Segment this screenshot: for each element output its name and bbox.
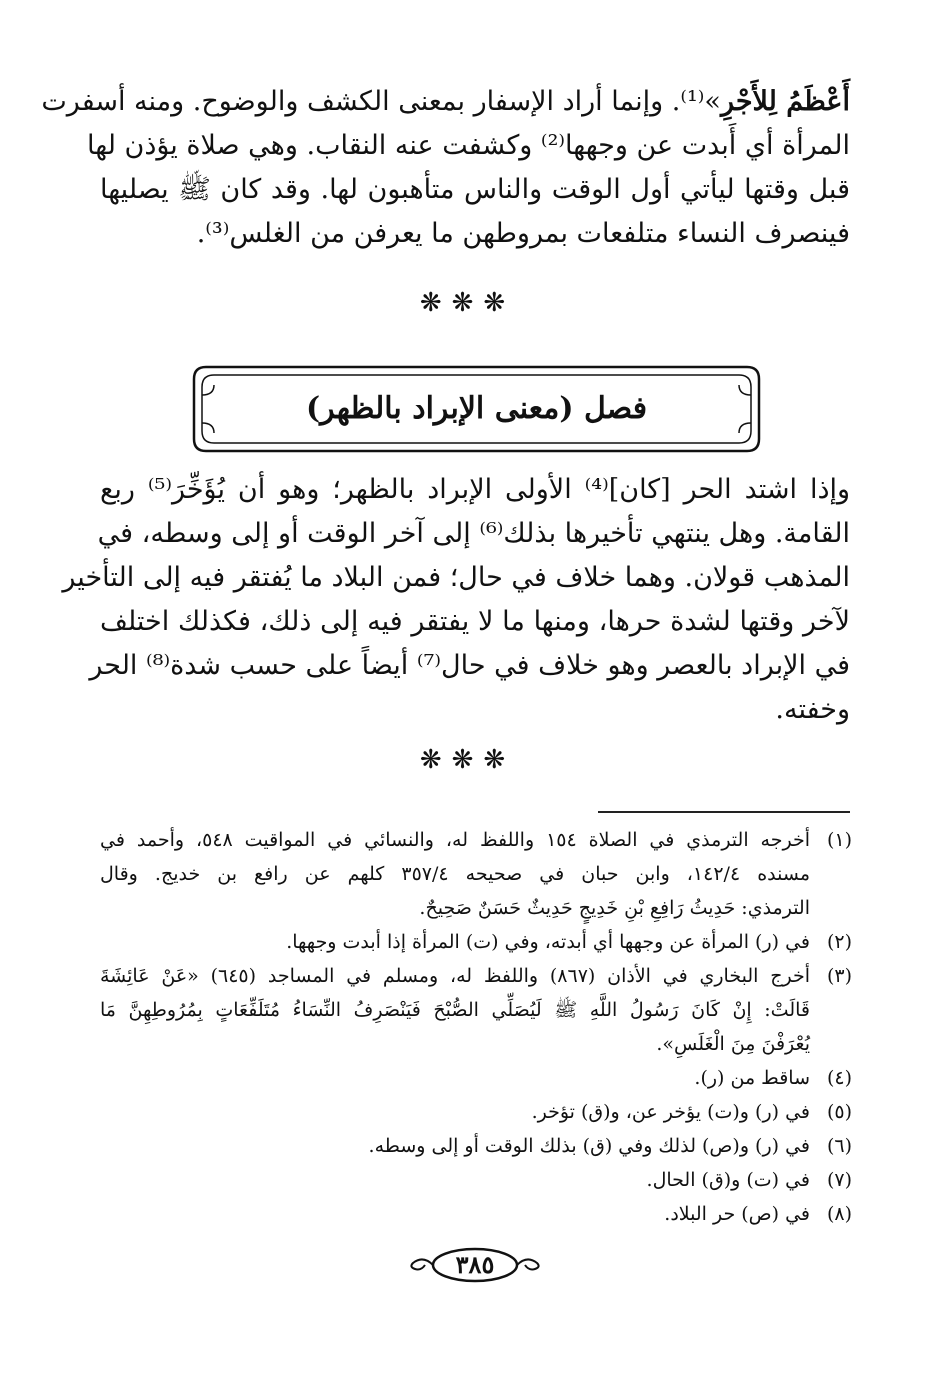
footnote-text: في (ر) المرأة عن وجهها أي أبدته، وفي (ت) المرأة إذا أبدت وجهها.: [286, 931, 810, 953]
footnote-1: [100, 823, 852, 857]
footnote-text: قَالَتْ: إِنْ كَانَ رَسُولُ اللَّهِ ﷺ لَيُصَلِّي الصُّبْحَ فَيَنْصَرِفُ النِّسَاءُ مُتَلَفِّعَاتٍ بِمُرُوطِهِنَّ مَا: [100, 999, 810, 1021]
intro-line-2: المرأة أي أَبدت عن وجهها⁽²⁾ وكشفت عنه النقاب. وهي صلاة يؤذن لها: [87, 130, 850, 161]
footnote-text: أخرجه الترمذي في الصلاة ١٥٤ واللفظ له، والنسائي في المواقيت ٥٤٨، وأحمد في: [100, 829, 810, 851]
footnote-1-cont: [100, 891, 852, 925]
section-line-5: في الإبراد بالعصر وهو خلاف في حال⁽⁷⁾ أيضاً على حسب شدة⁽⁸⁾ الحر: [89, 650, 850, 681]
footnote-text: الترمذي: حَدِيثُ رَافِعِ بْنِ خَدِيجٍ حَدِيثٌ حَسَنٌ صَحِيحٌ.: [419, 897, 810, 919]
separator-stars-2: ❋❋❋: [419, 745, 516, 775]
intro-paragraph: [41, 80, 850, 256]
footnote-text: في (ر) و(ت) يؤخر عن، و(ق) تؤخر.: [531, 1101, 810, 1123]
footnote-5: [100, 1095, 852, 1129]
footnote-text: في (ت) و(ق) الحال.: [646, 1169, 810, 1191]
intro-line-1: [41, 80, 850, 124]
footnote-number: (٤): [826, 1067, 852, 1089]
section-line-3: المذهب قولان. وهما خلاف في حال؛ فمن البلاد ما يُفتقر فيه إلى التأخير: [62, 562, 850, 593]
footnote-7: [100, 1163, 852, 1197]
footnote-3-cont: [100, 1027, 852, 1061]
footnote-number: (٦): [826, 1135, 852, 1157]
footnote-3: [100, 959, 852, 993]
footnote-number: (٨): [826, 1203, 852, 1225]
footnote-text: مسنده ١٤٢/٤، وابن حبان في صحيحه ٣٥٧/٤ كلهم عن رافع بن خديج. وقال: [100, 863, 810, 885]
intro-hadith-phrase: أَعْظَمُ لِلأَجْرِ: [720, 86, 850, 117]
footnote-3-cont: [100, 993, 852, 1027]
section-heading: فصل (معنى الإبراد بالظهر): [305, 391, 648, 426]
section-line-4: لآخر وقتها لشدة حرها، ومنها ما لا يفتقر فيه إلى ذلك، فكذلك اختلف: [100, 606, 850, 637]
footnotes: [100, 823, 852, 1231]
intro-line-3: قبل وقتها ليأتي أول الوقت والناس متأهبون لها. وقد كان ﷺ يصليها: [100, 174, 850, 205]
footnote-number: (١): [826, 829, 852, 851]
footnote-text: يُعْرَفْنَ مِنَ الْغَلَسِ».: [656, 1033, 810, 1055]
footnote-8: [100, 1197, 852, 1231]
footnote-1-cont: [100, 857, 852, 891]
section-line-6: وخفته.: [775, 694, 850, 725]
footnote-2: [100, 925, 852, 959]
footnote-text: في (ر) و(ص) لذلك وفي (ق) بذلك الوقت أو إلى وسطه.: [368, 1135, 810, 1157]
separator-stars-1: ❋❋❋: [419, 288, 516, 318]
section-line-1: وإذا اشتد الحر [كان]⁽⁴⁾ الأولى الإبراد بالظهر؛ وهو أن يُؤَخِّرَ⁽⁵⁾ ربع: [100, 474, 851, 505]
footnote-text: في (ص) حر البلاد.: [664, 1203, 810, 1225]
footnote-divider: [598, 811, 850, 813]
footnote-number: (٥): [826, 1101, 852, 1123]
page-number: ٣٨٥: [455, 1250, 495, 1279]
intro-line-1-text: »⁽¹⁾. وإنما أراد الإسفار بمعنى الكشف والوضوح. ومنه أسفرت: [41, 86, 721, 117]
section-line-2: القامة. وهل ينتهي تأخيرها بذلك⁽⁶⁾ إلى آخر الوقت أو إلى وسطه، في: [97, 518, 850, 549]
footnote-number: (٢): [826, 931, 852, 953]
footnote-4: [100, 1061, 852, 1095]
footnote-text: أخرج البخاري في الأذان (٨٦٧) واللفظ له، ومسلم في المساجد (٦٤٥) «عَنْ عَائِشَةَ: [100, 965, 810, 987]
footnote-6: [100, 1129, 852, 1163]
section-paragraph: [62, 468, 851, 732]
footnote-number: (٧): [826, 1169, 852, 1191]
footnote-number: (٣): [826, 965, 852, 987]
footnote-text: ساقط من (ر).: [694, 1067, 810, 1089]
intro-line-4: فينصرف النساء متلفعات بمروطهن ما يعرفن من الغلس⁽³⁾.: [196, 218, 850, 249]
